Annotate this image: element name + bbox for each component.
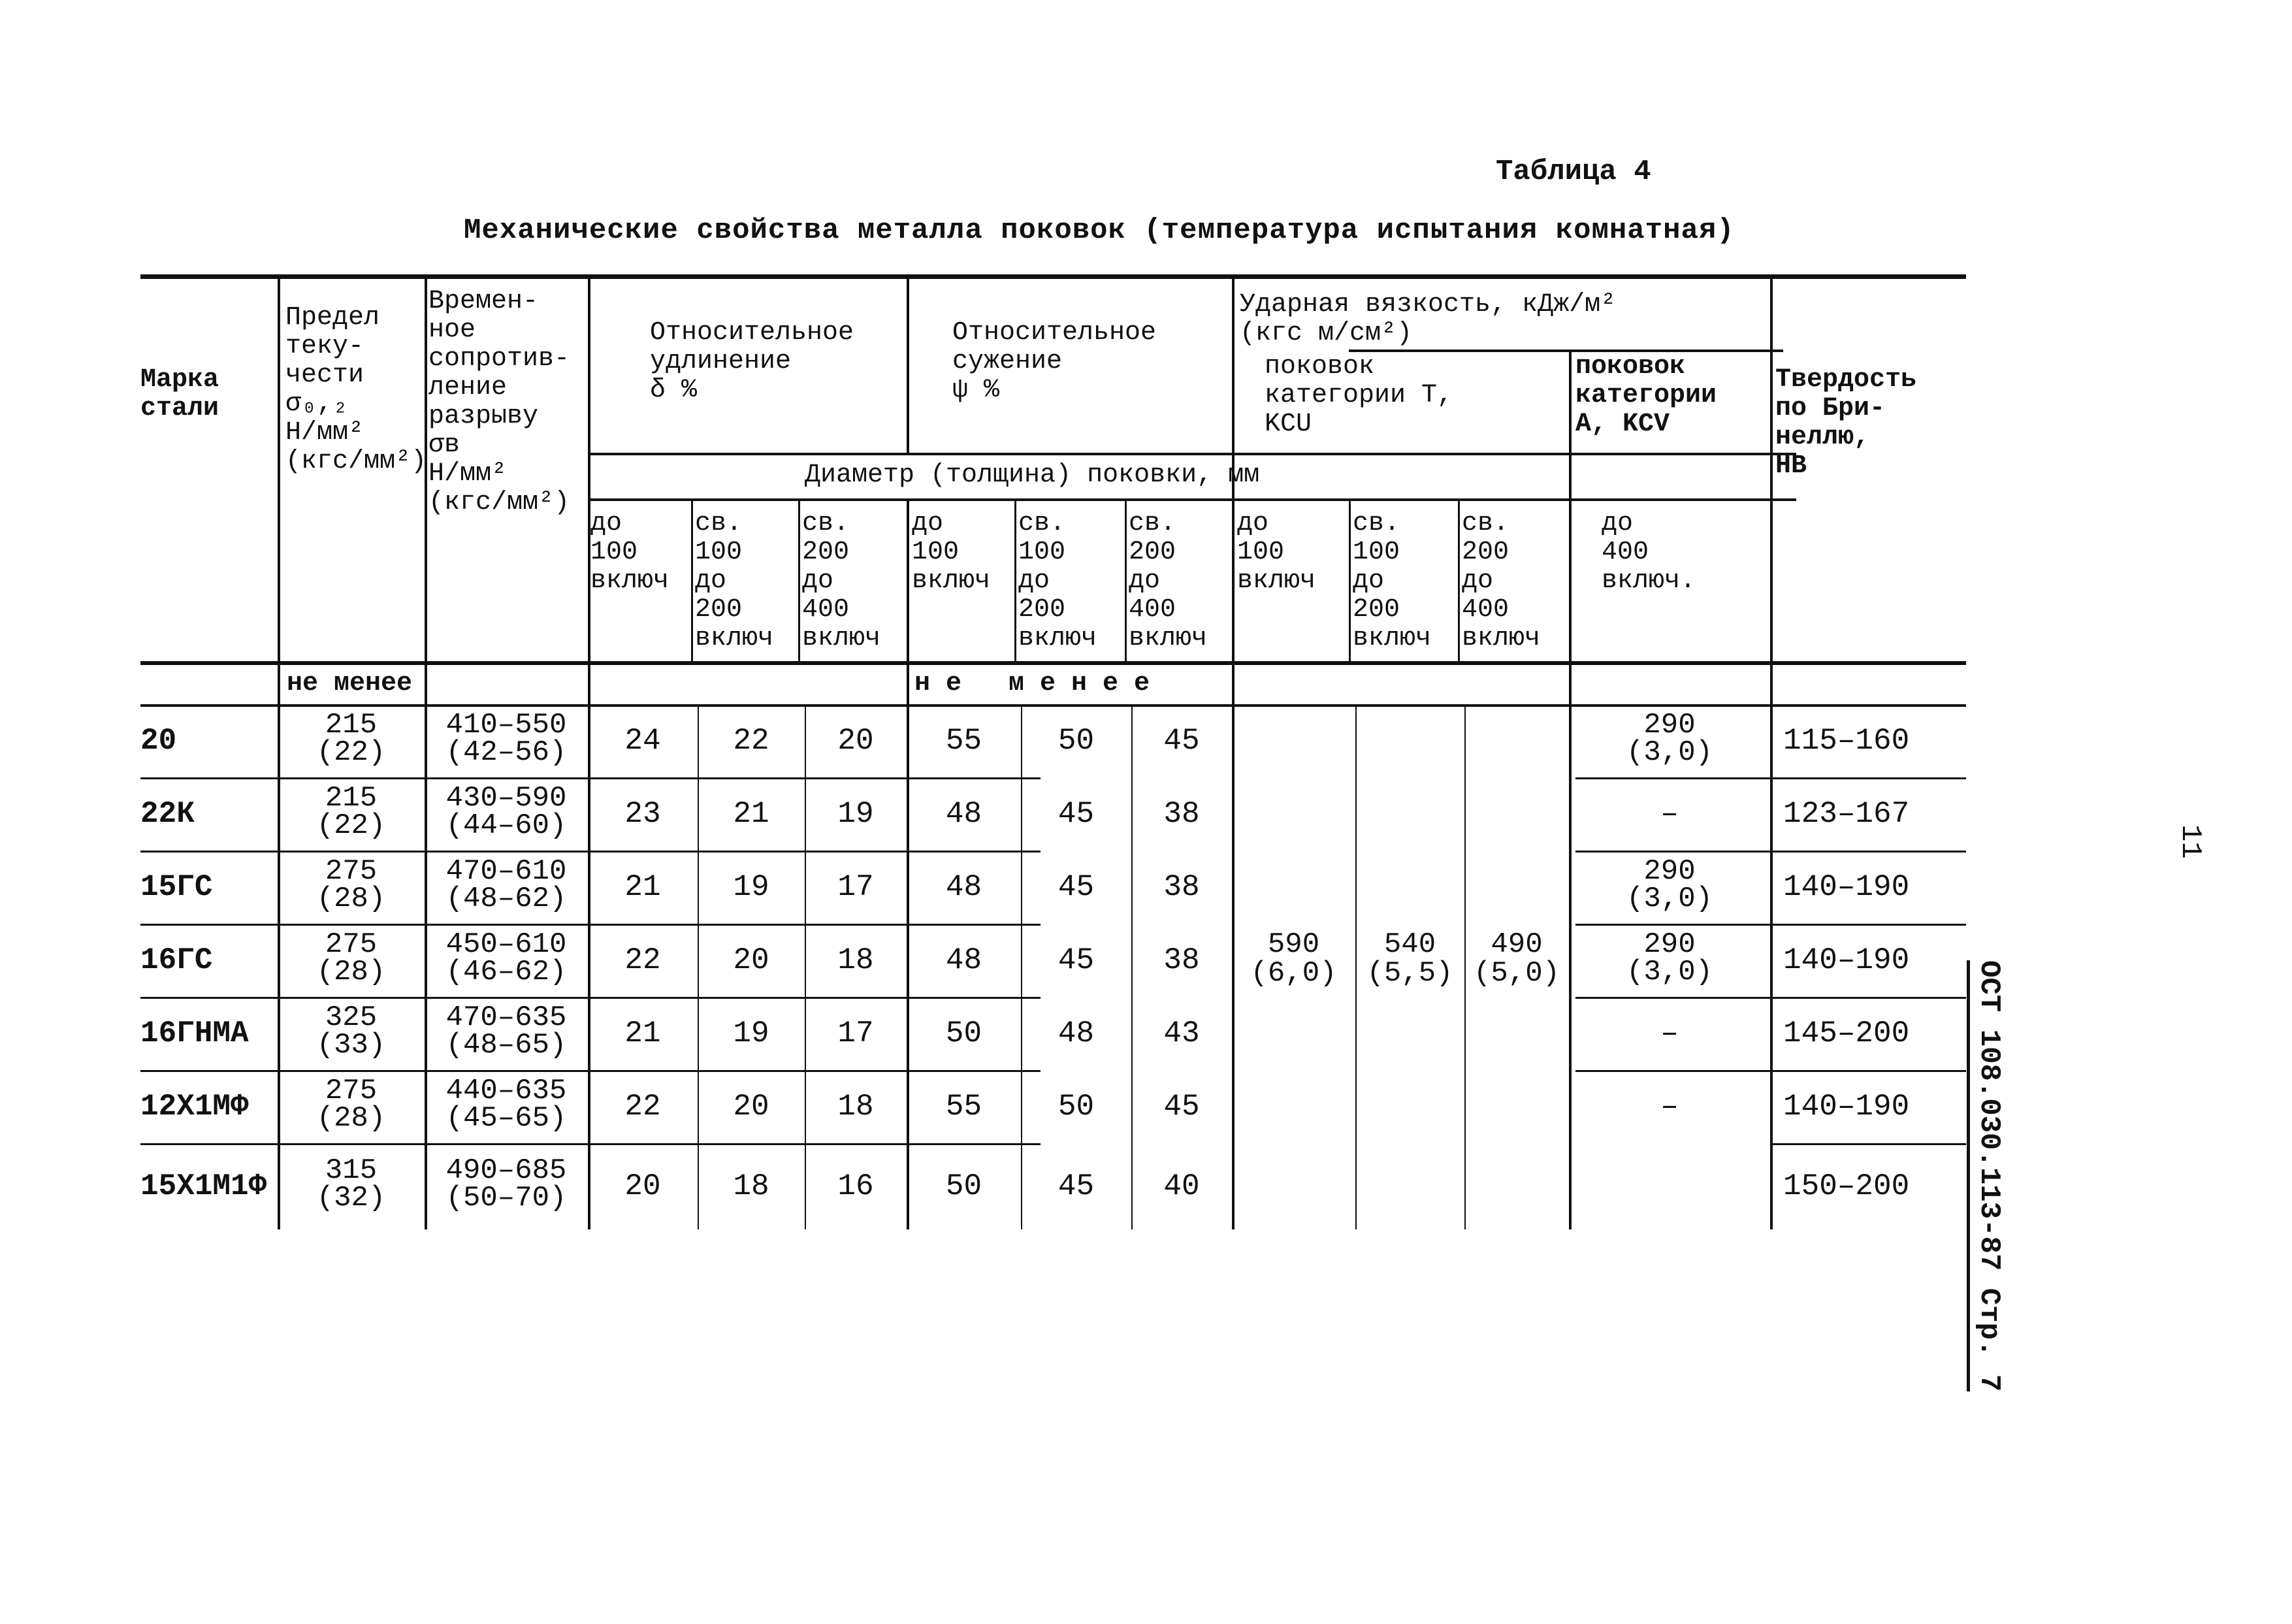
- diameter-subheader: 200: [1353, 595, 1400, 625]
- table-rule: [588, 453, 1796, 455]
- row-contraction: 55: [945, 724, 982, 758]
- diameter-subheader: до: [1129, 566, 1161, 596]
- row-tensile: (45–65): [445, 1102, 567, 1135]
- row-tensile: 490–685: [445, 1154, 567, 1187]
- row-contraction: 45: [1057, 870, 1095, 904]
- row-tensile: (46–62): [445, 956, 567, 988]
- row-tensile: (48–62): [445, 883, 567, 915]
- row-contraction: 45: [1057, 797, 1095, 831]
- table-rule: [1125, 498, 1127, 661]
- row-contraction: 43: [1163, 1016, 1200, 1050]
- row-tensile: 410–550: [445, 709, 567, 741]
- not-less-label: не менее: [287, 669, 413, 698]
- kcu-merged-value: (5,5): [1366, 957, 1453, 990]
- row-contraction: 48: [1057, 1016, 1095, 1050]
- row-elongation: 17: [837, 1016, 874, 1050]
- page-number: 11: [2174, 824, 2206, 859]
- row-tensile: (50–70): [445, 1182, 567, 1214]
- col-header-yield: Н/мм²: [285, 418, 364, 447]
- row-tensile: (44–60): [445, 809, 567, 842]
- row-tensile: 470–610: [445, 855, 567, 888]
- not-less-label: н е м е н е е: [914, 669, 1150, 698]
- row-yield: 275: [325, 928, 378, 961]
- kcu-merged-value: 540: [1383, 928, 1436, 961]
- row-grade: 15Х1М1Ф: [140, 1169, 267, 1203]
- row-elongation: 24: [624, 724, 661, 758]
- table-rule: [691, 498, 693, 661]
- row-grade: 16ГНМА: [140, 1016, 249, 1050]
- diameter-subheader: до: [590, 509, 622, 538]
- col-header-yield: чести: [285, 361, 364, 390]
- row-yield: 325: [325, 1001, 378, 1034]
- row-yield: (28): [316, 956, 386, 988]
- col-header-cat-a: А, KCV: [1575, 410, 1670, 439]
- row-contraction: 38: [1163, 797, 1200, 831]
- table-rule: [907, 274, 909, 453]
- col-header-tensile: сопротив-: [428, 344, 570, 374]
- table-rule: [1014, 498, 1016, 661]
- col-header-tensile: ление: [428, 373, 508, 402]
- row-elongation: 22: [624, 943, 661, 977]
- table-rule: [1770, 274, 1773, 1229]
- diameter-subheader: включ.: [1602, 566, 1696, 596]
- diameter-subheader: 400: [1602, 538, 1649, 567]
- row-tensile: (48–65): [445, 1029, 567, 1062]
- col-header-yield: σ₀,₂: [285, 389, 349, 419]
- kcu-merged-value: 590: [1267, 928, 1320, 961]
- row-elongation: 18: [837, 943, 874, 977]
- col-header-contraction: Относительное: [952, 318, 1157, 348]
- diameter-subheader: св.: [802, 509, 850, 538]
- row-hardness: 140–190: [1783, 1090, 1910, 1124]
- row-tensile: (42–56): [445, 736, 567, 769]
- col-header-elongation: удлинение: [650, 347, 792, 376]
- row-elongation: 21: [624, 1016, 661, 1050]
- row-contraction: 48: [945, 797, 982, 831]
- row-tensile: 440–635: [445, 1075, 567, 1107]
- diameter-subheader: 400: [802, 595, 850, 625]
- row-contraction: 45: [1163, 724, 1200, 758]
- table-rule: [140, 777, 1041, 779]
- col-header-contraction: сужение: [952, 347, 1063, 376]
- row-contraction: 48: [945, 943, 982, 977]
- row-contraction: 55: [945, 1090, 982, 1124]
- diameter-subheader: св.: [1129, 509, 1176, 538]
- row-grade: 22К: [140, 797, 195, 831]
- row-yield: (33): [316, 1029, 386, 1062]
- row-contraction: 50: [1057, 724, 1095, 758]
- diameter-subheader: св.: [1353, 509, 1400, 538]
- diameter-subheader: св.: [695, 509, 743, 538]
- row-yield: (22): [316, 736, 386, 769]
- row-grade: 20: [140, 724, 177, 758]
- row-kcv: (3,0): [1626, 883, 1713, 915]
- row-yield: 215: [325, 782, 378, 815]
- table-rule: [140, 924, 1041, 926]
- kcu-merged-value: (6,0): [1250, 957, 1337, 990]
- row-tensile: 450–610: [445, 928, 567, 961]
- table-rule: [140, 1143, 1041, 1145]
- col-header-impact: Ударная вязкость, кДж/м²: [1240, 290, 1617, 319]
- col-header-tensile: Времен-: [428, 287, 539, 316]
- row-elongation: 22: [624, 1090, 661, 1124]
- row-elongation: 20: [733, 943, 769, 977]
- table-rule: [140, 1070, 1041, 1072]
- diameter-subheader: 200: [802, 538, 850, 567]
- col-header-tensile: ное: [428, 316, 476, 345]
- diameter-header: Диаметр (толщина) поковки, мм: [805, 461, 1260, 490]
- row-hardness: 150–200: [1783, 1169, 1910, 1203]
- row-contraction: 50: [945, 1016, 982, 1050]
- row-elongation: 19: [733, 870, 769, 904]
- row-yield: 215: [325, 709, 378, 741]
- table-rule: [798, 498, 800, 661]
- row-elongation: 19: [837, 797, 874, 831]
- table-rule: [140, 851, 1041, 853]
- col-header-impact: (кгс м/см²): [1240, 319, 1413, 348]
- col-header-contraction: ψ %: [952, 376, 1000, 405]
- header-bottom-rule: [140, 661, 1966, 665]
- diameter-subheader: включ: [1018, 624, 1097, 653]
- row-contraction: 38: [1163, 943, 1200, 977]
- row-elongation: 20: [837, 724, 874, 758]
- row-elongation: 17: [837, 870, 874, 904]
- col-header-cat-t: KCU: [1265, 410, 1312, 439]
- row-contraction: 50: [945, 1169, 982, 1203]
- diameter-subheader: 100: [1237, 538, 1285, 567]
- row-kcv: (3,0): [1626, 736, 1713, 769]
- row-kcv: –: [1660, 1090, 1679, 1124]
- table-rule: [1458, 498, 1460, 661]
- row-yield: (28): [316, 1102, 386, 1135]
- row-contraction: 45: [1163, 1090, 1200, 1124]
- table-rule: [140, 997, 1041, 999]
- table-rule: [1349, 498, 1351, 661]
- row-elongation: 22: [733, 724, 769, 758]
- row-elongation: 23: [624, 797, 661, 831]
- row-kcv: (3,0): [1626, 956, 1713, 988]
- diameter-subheader: до: [802, 566, 834, 596]
- kcu-merged-value: 490: [1491, 928, 1543, 961]
- row-grade: 12Х1МФ: [140, 1090, 249, 1124]
- col-header-yield: Предел: [285, 303, 380, 333]
- row-grade: 16ГС: [140, 943, 213, 977]
- row-yield: 275: [325, 1075, 378, 1107]
- row-elongation: 19: [733, 1016, 769, 1050]
- diameter-subheader: включ: [1129, 624, 1208, 653]
- diameter-subheader: св.: [1018, 509, 1066, 538]
- col-header-hardness: НВ: [1775, 451, 1807, 481]
- document-code: ОСТ 108.030.113-87 Стр. 7: [1973, 960, 2005, 1391]
- col-header-grade: стали: [140, 394, 219, 423]
- col-header-grade: Марка: [140, 365, 219, 395]
- row-contraction: 40: [1163, 1169, 1200, 1203]
- diameter-subheader: 100: [590, 538, 638, 567]
- row-tensile: 430–590: [445, 782, 567, 815]
- diameter-subheader: 400: [1462, 595, 1509, 625]
- diameter-subheader: до: [1353, 566, 1385, 596]
- col-header-cat-t: категории Т,: [1265, 381, 1453, 410]
- col-header-hardness: по Бри-: [1775, 394, 1886, 423]
- diameter-subheader: включ: [695, 624, 774, 653]
- col-header-tensile: (кгс/мм²): [428, 488, 570, 517]
- diameter-subheader: включ: [912, 566, 991, 596]
- diameter-subheader: до: [1237, 509, 1269, 538]
- row-elongation: 21: [624, 870, 661, 904]
- col-header-elongation: Относительное: [650, 318, 854, 348]
- diameter-subheader: до: [1602, 509, 1634, 538]
- diameter-subheader: до: [1462, 566, 1494, 596]
- table-caption: Механические свойства металла поковок (температура испытания комнатная): [464, 214, 1735, 247]
- diameter-subheader: 100: [912, 538, 960, 567]
- row-yield: (28): [316, 883, 386, 915]
- row-hardness: 115–160: [1783, 724, 1910, 758]
- diameter-subheader: включ: [1462, 624, 1541, 653]
- diameter-subheader: 200: [1129, 538, 1176, 567]
- diameter-subheader: 200: [1018, 595, 1066, 625]
- row-yield: 275: [325, 855, 378, 888]
- row-elongation: 16: [837, 1169, 874, 1203]
- diameter-subheader: включ: [802, 624, 881, 653]
- row-kcv: 290: [1643, 855, 1696, 888]
- col-header-cat-a: поковок: [1575, 352, 1686, 382]
- col-header-hardness: Твердость: [1775, 365, 1917, 395]
- table-rule: [1770, 1143, 1966, 1145]
- diameter-subheader: до: [695, 566, 727, 596]
- row-kcv: –: [1660, 797, 1679, 831]
- row-yield: 315: [325, 1154, 378, 1187]
- row-kcv: 290: [1643, 928, 1696, 961]
- row-grade: 15ГС: [140, 870, 213, 904]
- diameter-subheader: 400: [1129, 595, 1176, 625]
- col-header-tensile: разрыву: [428, 402, 539, 431]
- table-rule: [1349, 349, 1783, 352]
- diameter-subheader: до: [912, 509, 944, 538]
- diameter-subheader: св.: [1462, 509, 1509, 538]
- col-header-tensile: σв: [428, 430, 460, 460]
- row-contraction: 48: [945, 870, 982, 904]
- table-rule: [140, 704, 1966, 707]
- row-elongation: 21: [733, 797, 769, 831]
- diameter-subheader: 200: [1462, 538, 1509, 567]
- row-elongation: 18: [733, 1169, 769, 1203]
- table-number: Таблица 4: [1496, 155, 1651, 188]
- diameter-subheader: 100: [1018, 538, 1066, 567]
- diameter-subheader: до: [1018, 566, 1050, 596]
- col-header-yield: (кгс/мм²): [285, 447, 427, 476]
- row-yield: (32): [316, 1182, 386, 1214]
- row-yield: (22): [316, 809, 386, 842]
- row-tensile: 470–635: [445, 1001, 567, 1034]
- col-header-elongation: δ %: [650, 376, 698, 405]
- diameter-subheader: включ: [1237, 566, 1316, 596]
- kcu-merged-value: (5,0): [1473, 957, 1560, 990]
- row-contraction: 50: [1057, 1090, 1095, 1124]
- diameter-subheader: включ: [1353, 624, 1432, 653]
- row-hardness: 145–200: [1783, 1016, 1910, 1050]
- col-header-tensile: Н/мм²: [428, 459, 508, 489]
- diameter-subheader: 100: [1353, 538, 1400, 567]
- table-rule: [1232, 274, 1235, 1229]
- row-kcv: –: [1660, 1016, 1679, 1050]
- row-hardness: 123–167: [1783, 797, 1910, 831]
- table-rule: [588, 498, 1796, 501]
- row-hardness: 140–190: [1783, 870, 1910, 904]
- row-elongation: 18: [837, 1090, 874, 1124]
- row-hardness: 140–190: [1783, 943, 1910, 977]
- row-contraction: 45: [1057, 943, 1095, 977]
- diameter-subheader: 200: [695, 595, 743, 625]
- col-header-yield: теку-: [285, 332, 364, 361]
- col-header-cat-a: категории: [1575, 381, 1717, 410]
- table-top-rule: [140, 274, 1966, 279]
- col-header-cat-t: поковок: [1265, 352, 1375, 382]
- row-elongation: 20: [733, 1090, 769, 1124]
- diameter-subheader: 100: [695, 538, 743, 567]
- row-contraction: 45: [1057, 1169, 1095, 1203]
- row-kcv: 290: [1643, 709, 1696, 741]
- row-contraction: 38: [1163, 870, 1200, 904]
- col-header-hardness: неллю,: [1775, 423, 1870, 452]
- row-elongation: 20: [624, 1169, 661, 1203]
- diameter-subheader: включ: [590, 566, 670, 596]
